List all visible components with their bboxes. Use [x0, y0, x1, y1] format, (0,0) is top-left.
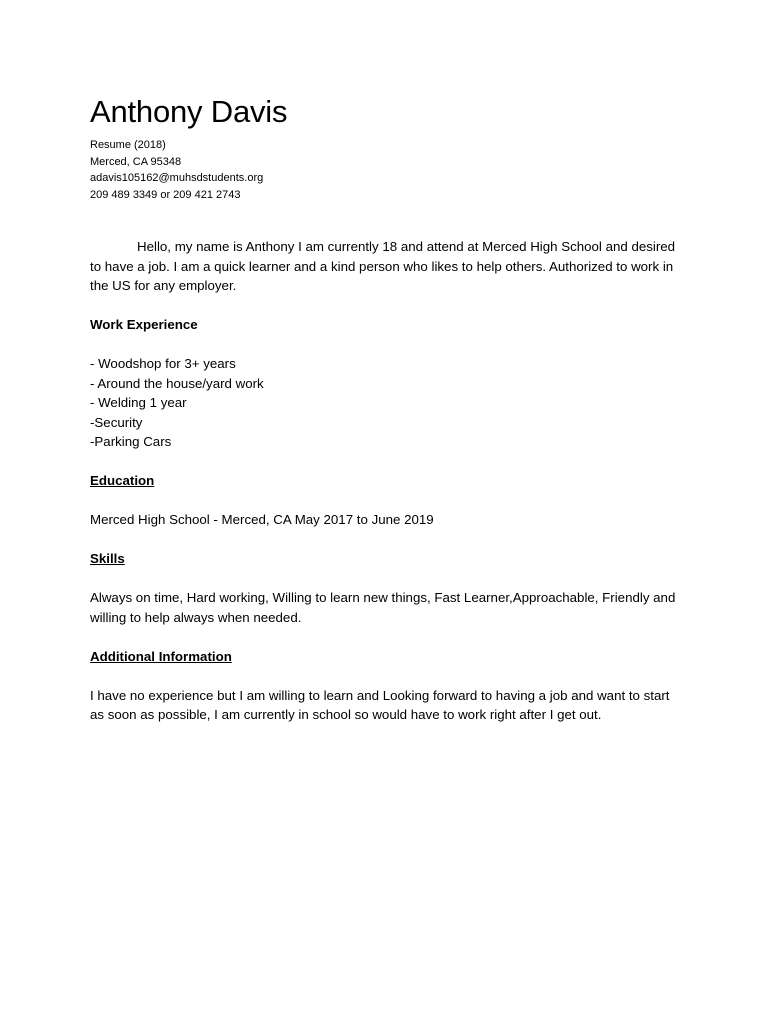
list-item: -Security: [90, 414, 143, 430]
intro-paragraph: Hello, my name is Anthony I am currently 18 and attend at Merced High School and desired to have a job. I am a quick learner and a kind person who likes to help others. Authorized to work in the US for any employer.: [90, 239, 676, 293]
list-item: - Around the house/yard work: [90, 375, 264, 391]
skills-section: [90, 549, 680, 627]
work-experience-section: [90, 315, 680, 452]
spacer: [90, 335, 680, 355]
additional-information-text: I have no experience but I am willing to learn and Looking forward to having a job and want to start as soon as possible, I am currently in school so would have to work right after I get out.: [90, 687, 670, 722]
additional-information-heading: Additional Information: [90, 648, 232, 664]
spacer: [90, 296, 680, 316]
contact-email: adavis105162@muhsdstudents.org: [90, 172, 264, 184]
contact-location: Merced, CA 95348: [90, 155, 182, 168]
spacer: [90, 491, 680, 511]
spacer: [90, 666, 680, 686]
spacer: [90, 452, 680, 472]
list-item: -Parking Cars: [90, 434, 172, 449]
spacer: [90, 569, 680, 589]
spacer: [90, 627, 680, 647]
education-section: [90, 471, 680, 530]
contact-phone: 209 489 3349 or 209 421 2743: [90, 188, 241, 201]
skills-heading: Skills: [90, 551, 125, 566]
education-heading: Education: [90, 473, 155, 488]
list-item: - Welding 1 year: [90, 395, 187, 410]
education-text: Merced High School - Merced, CA May 2017 to June 2019: [90, 512, 434, 527]
work-experience-list: [90, 354, 680, 452]
work-experience-heading: Work Experience: [90, 317, 198, 332]
contact-block: [90, 137, 680, 203]
additional-information-section: [90, 647, 680, 725]
resume-page: [90, 94, 680, 725]
list-item: - Woodshop for 3+ years: [90, 356, 236, 371]
resume-name: Anthony Davis: [90, 94, 288, 129]
skills-text: Always on time, Hard working, Willing to learn new things, Fast Learner,Approachable, Friendly and willing to help always when needed.: [90, 590, 676, 625]
resume-subtitle: Resume (2018): [90, 139, 166, 151]
spacer: [90, 530, 680, 550]
